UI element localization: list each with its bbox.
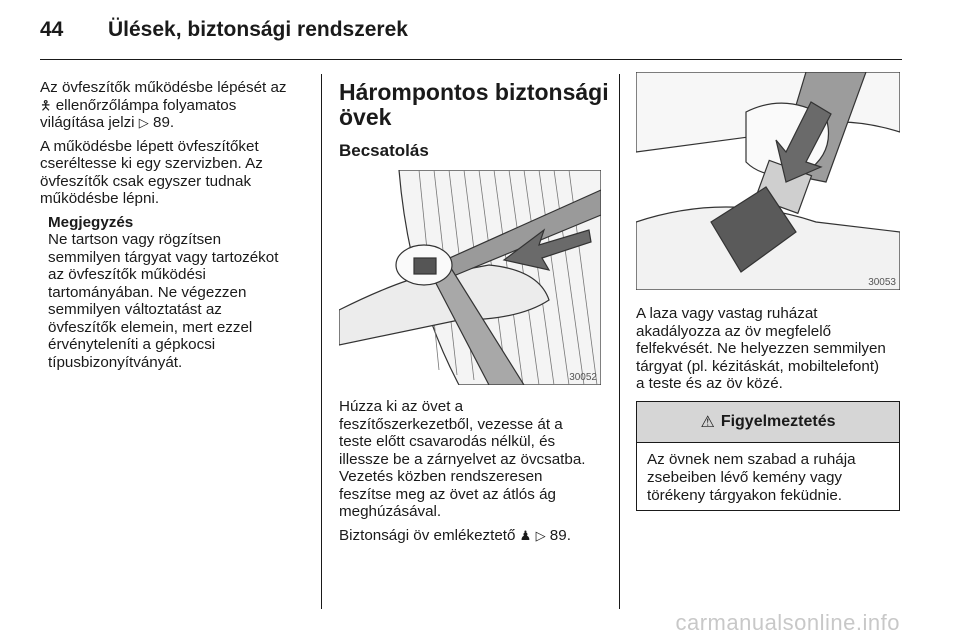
text-line: Az övnek nem szabad a ruhája	[647, 451, 856, 468]
text-line: felfekvését. Ne helyezzen semmilyen	[636, 340, 886, 357]
reminder-text: Biztonsági öv emlékeztető	[339, 526, 516, 544]
site-watermark: carmanualsonline.info	[675, 610, 900, 635]
header-divider	[40, 59, 902, 60]
text-line: teste előtt csavarodás nélkül, és	[339, 433, 556, 450]
text-line: övfeszítők elemein, mert ezzel	[48, 318, 253, 336]
heading-line: Hárompontos biztonsági	[339, 79, 609, 105]
figure-number: 30053	[868, 277, 896, 288]
seatbelt-pretensioner-icon: 🯅	[40, 97, 52, 113]
column-divider-right	[619, 74, 620, 609]
right-column-body	[636, 305, 906, 399]
text-line: Ne tartson vagy rögzítsen	[48, 231, 222, 248]
text-line: semmilyen változtatást az	[48, 301, 222, 318]
text-line: cseréltesse ki egy szervizben. Az	[40, 155, 263, 172]
text-line: övfeszítők csak egyszer tudnak	[40, 172, 252, 190]
page-reference: 89.	[153, 114, 175, 131]
belt-buckle-illustration	[636, 72, 900, 290]
clothing-advice	[636, 305, 906, 393]
buckling-instructions	[339, 398, 609, 521]
column-divider-left	[321, 74, 322, 609]
buckling-seatbelt-drawing	[339, 170, 601, 385]
text-line: Vezetés közben rendszeresen	[339, 468, 543, 485]
page-section-title: Ülések, biztonsági rendszerek	[108, 18, 408, 41]
text-line: feszítse meg az övet az átlós ág	[339, 485, 556, 503]
text-line: feszítőszerkezetből, vezesse át a	[339, 415, 563, 433]
text-line: az övfeszítők működési	[48, 266, 206, 283]
text-line: tárgyat (pl. kézitáskát, mobiltelefont)	[636, 357, 880, 375]
text-line: típusbizonyítványát.	[48, 353, 183, 371]
text-line: akadályozza az öv megfelelő	[636, 322, 832, 340]
text-line: ellenőrzőlámpa folyamatos	[55, 96, 237, 114]
text-line: világítása jelzi	[40, 114, 135, 131]
seatbelt-reminder-icon: ♟	[519, 527, 532, 543]
page-reference-arrow-icon: ▷	[138, 115, 149, 130]
text-line: működésbe lépni.	[40, 190, 160, 207]
text-line: Húzza ki az övet a	[339, 398, 464, 415]
section-heading	[339, 80, 609, 130]
heading-line: övek	[339, 104, 392, 130]
text-line: Az övfeszítők működésbe lépését az	[40, 79, 287, 96]
text-line: A működésbe lépett övfeszítőket	[40, 137, 259, 155]
text-line: zsebeiben lévő kemény vagy	[647, 469, 843, 486]
text-line: A laza vagy vastag ruházat	[636, 305, 818, 322]
note-body	[48, 231, 312, 371]
left-paragraph-1	[40, 79, 312, 132]
page-header	[40, 18, 920, 48]
warning-header	[637, 402, 899, 443]
subsection-heading: Becsatolás	[339, 141, 429, 160]
note-block	[48, 214, 312, 372]
middle-column-body	[339, 398, 609, 550]
buckling-seatbelt-illustration	[339, 170, 601, 385]
text-line: a teste és az öv közé.	[636, 375, 783, 392]
left-paragraph-2	[40, 138, 312, 208]
note-title: Megjegyzés	[48, 213, 134, 231]
text-line: meghúzásával.	[339, 503, 442, 520]
text-line: illessze be a zárnyelvet az övcsatba.	[339, 450, 586, 468]
belt-buckle-drawing	[636, 72, 900, 290]
seatbelt-reminder-line	[339, 527, 609, 545]
page-reference-arrow-icon: ▷	[535, 527, 546, 543]
page-reference: 89.	[549, 526, 571, 544]
text-line: törékeny tárgyakon feküdnie.	[647, 487, 843, 504]
warning-body	[637, 443, 899, 513]
text-line: tartományában. Ne végezzen	[48, 283, 247, 301]
warning-box	[636, 401, 900, 511]
left-column	[40, 79, 312, 371]
figure-number: 30052	[569, 372, 597, 383]
text-line: semmilyen tárgyat vagy tartozékot	[48, 248, 279, 266]
warning-title: Figyelmeztetés	[720, 413, 836, 430]
page-number: 44	[40, 18, 64, 41]
middle-column	[339, 80, 609, 170]
text-line: érvényteleníti a gépkocsi	[48, 336, 216, 353]
warning-icon: ⚠	[700, 414, 715, 431]
